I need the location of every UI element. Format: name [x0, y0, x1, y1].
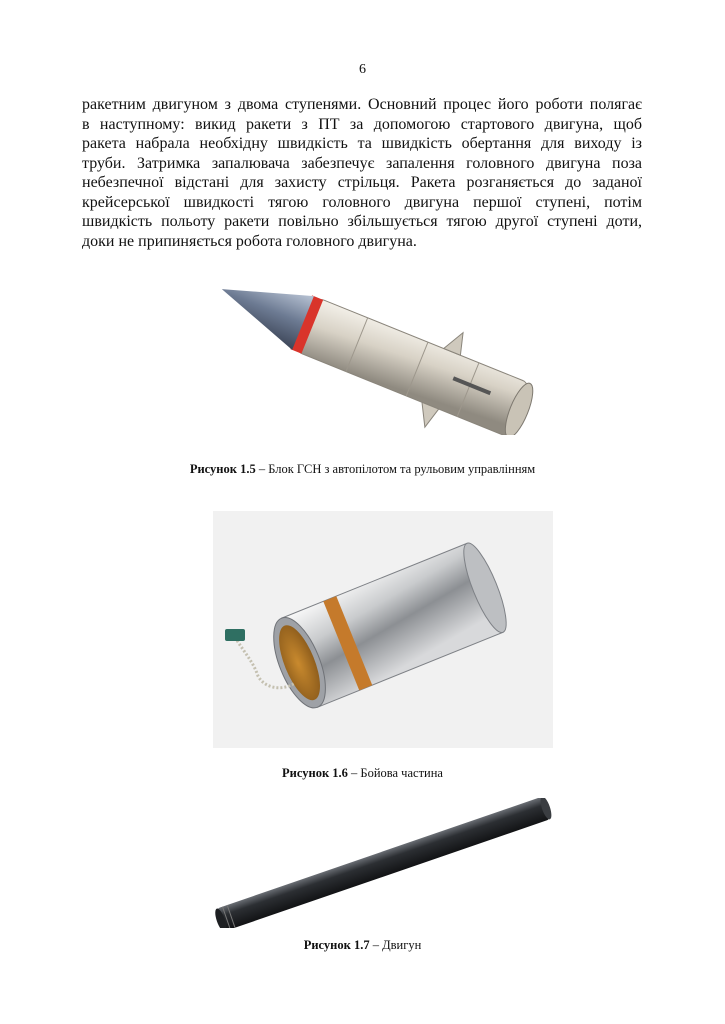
- caption-dash: –: [369, 938, 383, 952]
- figure-1-5-image: [205, 275, 565, 435]
- figure-1-7-caption: [0, 938, 725, 953]
- figure-1-5-caption: [0, 462, 725, 477]
- figure-1-6-caption: [0, 766, 725, 781]
- caption-text: Блок ГСН з автопілотом та рульовим управлінням: [268, 462, 536, 476]
- figure-label: Рисунок 1.6: [282, 766, 348, 780]
- figure-label: Рисунок 1.7: [303, 938, 370, 952]
- paragraph-line: доки не припиняється робота головного двигуна.: [82, 232, 417, 250]
- paragraph-line: в наступному: викид ракети з ПТ за допомогою стартового двигуна, щоб: [82, 115, 642, 133]
- page-number: 6: [359, 62, 366, 77]
- paragraph-line: ракетним двигуном з двома ступенями. Основний процес його роботи полягає: [82, 96, 642, 113]
- paragraph-line: труби. Затримка запалювача забезпечує запалення головного двигуна поза: [82, 154, 642, 172]
- body-paragraph: [82, 95, 642, 251]
- figure-1-6-image: [213, 511, 553, 748]
- caption-text: Двигун: [382, 938, 422, 952]
- figure-label: Рисунок 1.5: [189, 462, 256, 476]
- paragraph-line: швидкість польоту ракети повільно збільшується тягою другої ступені доти,: [82, 213, 642, 230]
- paragraph-line: ракета набрала необхідну швидкість та швидкість обертання для виходу із: [82, 135, 642, 152]
- paragraph-line: крейсерської швидкості тягою головного двигуна першої ступені, потім: [82, 193, 642, 211]
- caption-text: Бойова частина: [360, 766, 443, 780]
- paragraph-line: небезпечної відстані для захисту стрільця. Ракета розганяється до заданої: [82, 174, 642, 191]
- caption-dash: –: [347, 766, 361, 780]
- caption-dash: –: [255, 462, 269, 476]
- figure-1-7-image: [205, 798, 560, 928]
